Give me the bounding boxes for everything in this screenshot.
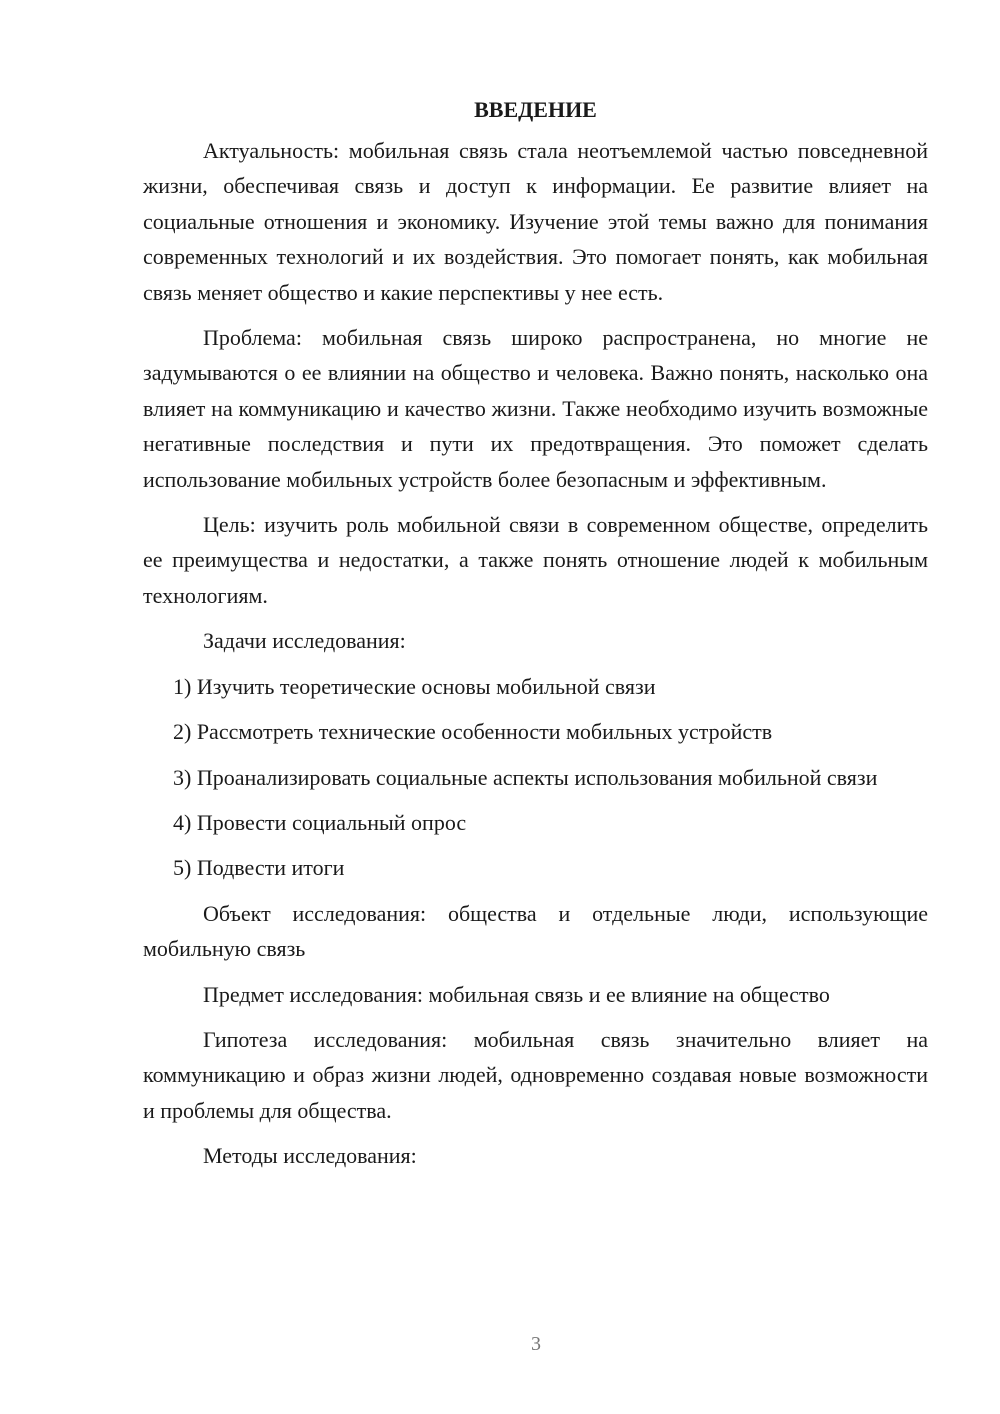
task-item: 4) Провести социальный опрос	[173, 809, 467, 835]
page-number: 3	[531, 1333, 541, 1355]
task-item: 3) Проанализировать социальные аспекты использования мобильной связи	[173, 764, 878, 790]
problem-paragraph: Проблема: мобильная связь широко распространена, но многие не задумываются о ее влиянии на общество и человека. Важно понять, насколько она влияет на коммуникацию и качество жизни. Также необходимо изучить возможные негативные последствия и пути их предотвращения. Это поможет сделать использование мобильных устройств более безопасным и эффективным.	[143, 325, 928, 492]
document-heading: ВВЕДЕНИЕ	[474, 97, 597, 122]
document-page	[143, 92, 928, 1184]
task-item: 1) Изучить теоретические основы мобильной связи	[173, 673, 656, 699]
hypothesis-paragraph: Гипотеза исследования: мобильная связь значительно влияет на коммуникацию и образ жизни людей, одновременно создавая новые возможности и проблемы для общества.	[143, 1026, 928, 1123]
object-paragraph: Объект исследования: общества и отдельные люди, использующие мобильную связь	[143, 900, 928, 962]
task-item: 5) Подвести итоги	[173, 855, 345, 881]
subject-paragraph: Предмет исследования: мобильная связь и ее влияние на общество	[203, 981, 830, 1007]
goal-paragraph: Цель: изучить роль мобильной связи в современном обществе, определить ее преимущества и недостатки, а также понять отношение людей к мобильным технологиям.	[143, 512, 928, 608]
relevance-paragraph: Актуальность: мобильная связь стала неотъемлемой частью повседневной жизни, обеспечивая связь и доступ к информации. Ее развитие влияет на социальные отношения и экономику. Изучение этой темы важно для понимания современных технологий и их воздействия. Это помогает понять, как мобильная связь меняет общество и какие перспективы у нее есть.	[143, 138, 928, 305]
task-item: 2) Рассмотреть технические особенности мобильных устройств	[173, 719, 773, 745]
tasks-title: Задачи исследования:	[203, 628, 406, 654]
methods-title: Методы исследования:	[203, 1143, 417, 1169]
